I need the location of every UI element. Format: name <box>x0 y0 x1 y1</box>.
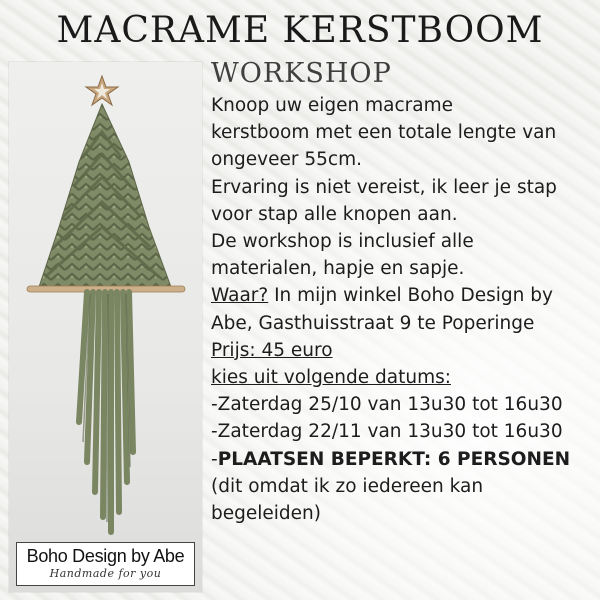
date-item: -Zaterdag 22/11 van 13u30 tot 16u30 <box>211 421 563 443</box>
location-text: In mijn winkel Boho Design by <box>268 285 553 307</box>
intro-line: Knoop uw eigen macrame <box>211 95 453 116</box>
limited-note: begeleiden) <box>211 503 321 525</box>
limited-places-line <box>211 446 596 473</box>
inclusive-line: materialen, hapje en sapje. <box>211 258 465 280</box>
limited-note: (dit omdat ik zo iedereen kan <box>211 475 484 497</box>
dates-heading: kies uit volgende datums: <box>211 367 451 389</box>
limited-prefix: - <box>211 448 218 470</box>
limited-places-text: PLAATSEN BEPERKT: 6 PERSONEN <box>217 448 571 470</box>
wooden-star-icon <box>86 76 118 105</box>
price-label: Prijs: 45 euro <box>211 339 333 361</box>
logo-tagline: Handmade for you <box>49 567 162 580</box>
location-line <box>211 282 596 309</box>
experience-line: voor stap alle knopen aan. <box>211 203 458 225</box>
location-label: Waar? <box>211 285 269 307</box>
location-address: Abe, Gasthuisstraat 9 te Poperinge <box>211 312 535 334</box>
page-title: MACRAME KERSTBOOM <box>56 10 544 51</box>
intro-line: kerstboom met een totale lengte van <box>211 122 557 144</box>
brand-logo <box>16 542 195 586</box>
date-item: -Zaterdag 25/10 van 13u30 tot 16u30 <box>211 394 563 416</box>
inclusive-line: De workshop is inclusief alle <box>211 231 474 253</box>
logo-brand-name: Boho Design by Abe <box>26 546 185 566</box>
macrame-tree-photo <box>9 62 202 592</box>
intro-line: ongeveer 55cm. <box>211 149 362 171</box>
experience-line: Ervaring is niet vereist, ik leer je stap <box>211 176 557 198</box>
macrame-tree-illustration <box>9 62 202 592</box>
page-subtitle: WORKSHOP <box>211 58 392 89</box>
workshop-description <box>211 92 596 527</box>
